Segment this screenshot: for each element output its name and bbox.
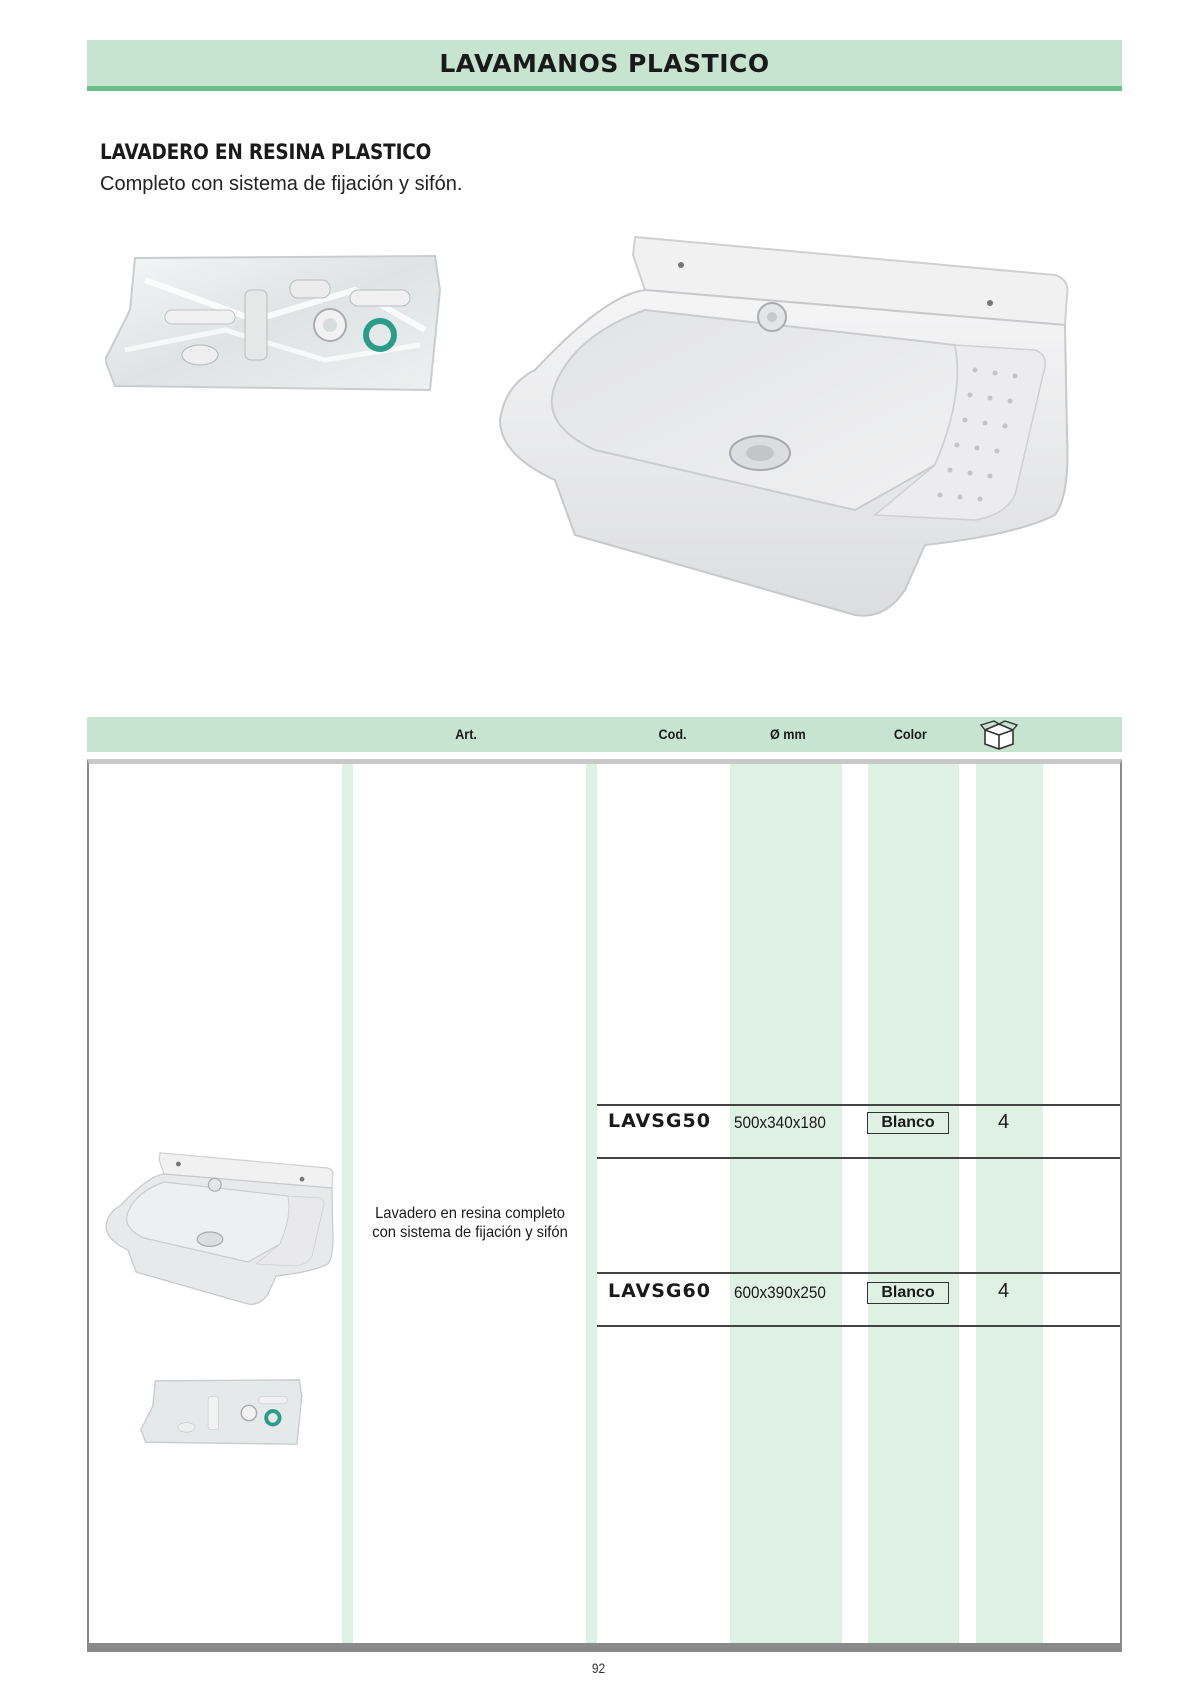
section-banner [87,40,1122,91]
row-divider [597,1157,1120,1159]
row-1-dimensions: 500x340x180 [734,1113,826,1132]
row-2-dimensions: 600x390x250 [734,1283,826,1302]
box-icon [980,720,1018,750]
row-1-color: Blanco [867,1112,949,1134]
siphon-kit-thumbnail [140,1377,305,1449]
product-title: LAVADERO EN RESINA PLASTICO [100,140,432,164]
column-header-cod: Cod. [658,726,687,742]
column-header-diameter: Ø mm [769,726,806,742]
row-divider [597,1325,1120,1327]
product-subtitle: Completo con sistema de fijación y sifón. [100,173,463,195]
column-header-art: Art. [455,726,477,742]
sink-thumbnail [104,1150,336,1310]
row-1-quantity: 4 [998,1111,1010,1133]
sink-image [495,235,1075,625]
column-stripe-qty [976,764,1043,1643]
page-number: 92 [591,1660,606,1676]
column-stripe-diameter [730,764,842,1643]
column-divider [586,764,597,1643]
section-title: LAVAMANOS PLASTICO [439,48,770,78]
siphon-kit-image [105,250,445,400]
row-2-code: LAVSG60 [608,1280,711,1302]
column-header-color: Color [893,726,927,742]
row-divider [597,1272,1120,1274]
column-divider [342,764,353,1643]
product-description: Lavadero en resina completo con sistema de fijación y sifón [372,1205,568,1241]
row-2-quantity: 4 [998,1280,1010,1302]
row-divider [597,1104,1120,1106]
table-header [87,717,1122,752]
column-stripe-color [868,764,959,1643]
row-1-code: LAVSG50 [608,1110,711,1132]
row-2-color: Blanco [867,1282,949,1304]
